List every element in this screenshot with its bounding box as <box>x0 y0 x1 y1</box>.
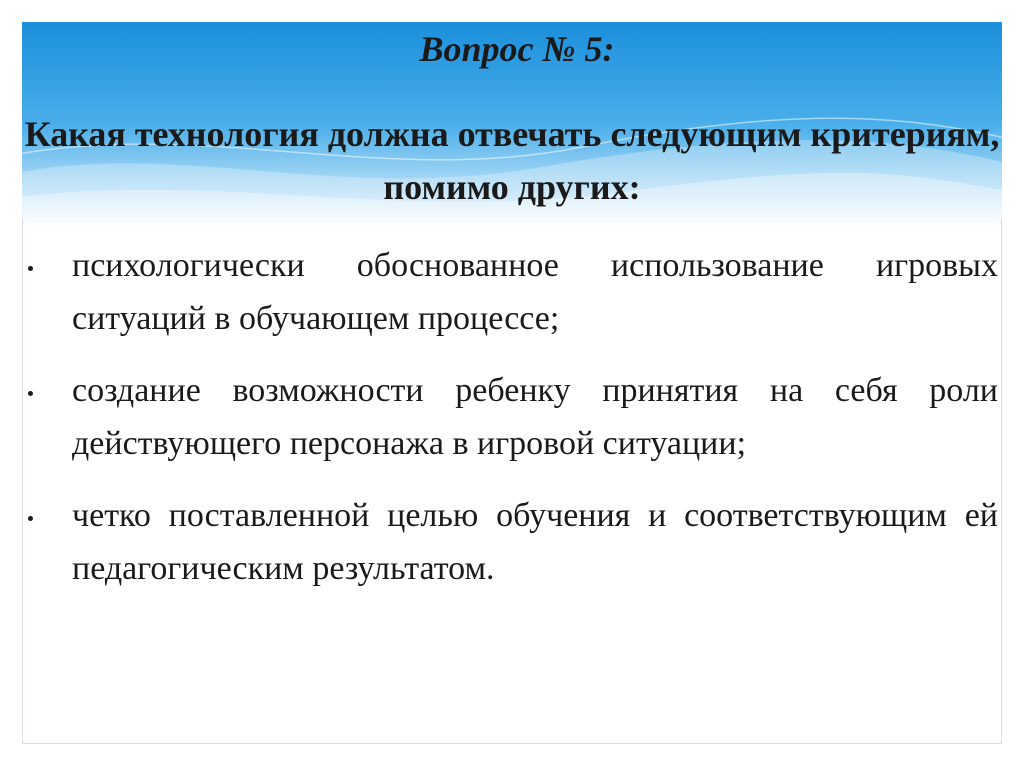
bullet-dot-icon <box>28 391 33 396</box>
list-item <box>28 364 998 470</box>
bullet-dot-icon <box>28 266 33 271</box>
list-item-text: четко поставленной целью обучения и соответствующим ей педагогическим результатом. <box>72 497 998 587</box>
list-item <box>28 239 998 345</box>
question-text: Какая технология должна отвечать следующим критериям, помимо других: <box>24 114 1000 207</box>
question-number: Вопрос № 5: <box>419 29 615 69</box>
criteria-list <box>28 239 998 614</box>
list-item-text: создание возможности ребенку принятия на себя роли действующего персонажа в игровой ситуации; <box>72 372 998 462</box>
list-item <box>28 489 998 595</box>
list-item-text: психологически обоснованное использование игровых ситуаций в обучающем процессе; <box>72 247 998 337</box>
bullet-dot-icon <box>28 516 33 521</box>
